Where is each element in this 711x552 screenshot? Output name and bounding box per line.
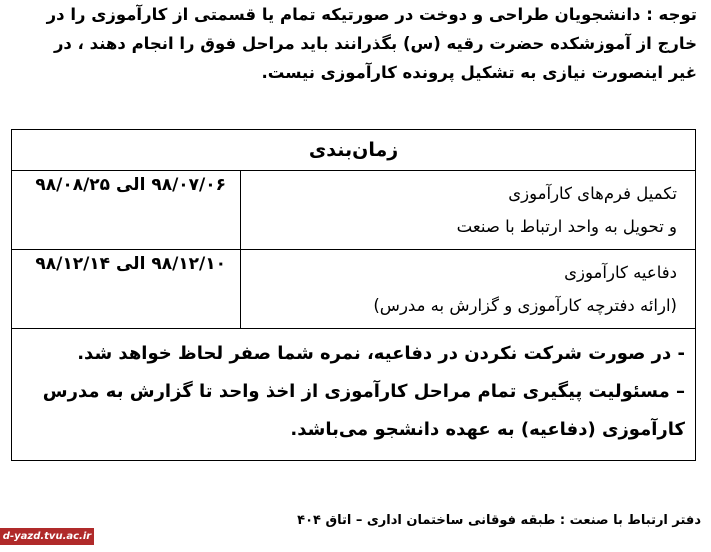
activity-cell (241, 250, 696, 329)
schedule-table (11, 129, 696, 461)
schedule-notes (12, 329, 696, 461)
notes-line: – مسئولیت پیگیری تمام مراحل کارآموزی از اخذ واحد تا گزارش به مدرس (42, 381, 685, 402)
note-paragraph (13, 0, 697, 87)
activity-line: دفاعیه کارآموزی (564, 263, 677, 282)
notes-line: - در صورت شرکت نکردن در دفاعیه، نمره شما صفر لحاظ خواهد شد. (77, 343, 685, 364)
note-line: توجه : دانشجویان طراحی و دوخت در صورتیکه تمام یا قسمتی از کارآموزی را در (46, 5, 697, 24)
footer-address: دفتر ارتباط با صنعت : طبقه فوقانی ساختمان اداری – اتاق ۴۰۴ (297, 513, 701, 528)
activity-line: تکمیل فرم‌های کارآموزی (508, 184, 677, 203)
table-row (12, 250, 696, 329)
date-range: ۹۸/۱۲/۱۰ الی ۹۸/۱۲/۱۴ (12, 250, 241, 329)
site-watermark: d-yazd.tvu.ac.ir (0, 528, 94, 545)
note-line: خارج از آموزشکده حضرت رقیه (س) بگذرانند باید مراحل فوق را انجام دهند ، در (53, 34, 697, 53)
table-row (12, 171, 696, 250)
notes-line: کارآموزی (دفاعیه) به عهده دانشجو می‌باشد. (290, 419, 685, 440)
schedule-title: زمان‌بندی (12, 130, 696, 171)
activity-line: (ارائه دفترچه کارآموزی و گزارش به مدرس) (373, 296, 677, 315)
activity-cell (241, 171, 696, 250)
note-line: غیر اینصورت نیازی به تشکیل پرونده کارآموزی نیست. (261, 63, 697, 82)
activity-line: و تحویل به واحد ارتباط با صنعت (456, 217, 677, 236)
date-range: ۹۸/۰۷/۰۶ الی ۹۸/۰۸/۲۵ (12, 171, 241, 250)
